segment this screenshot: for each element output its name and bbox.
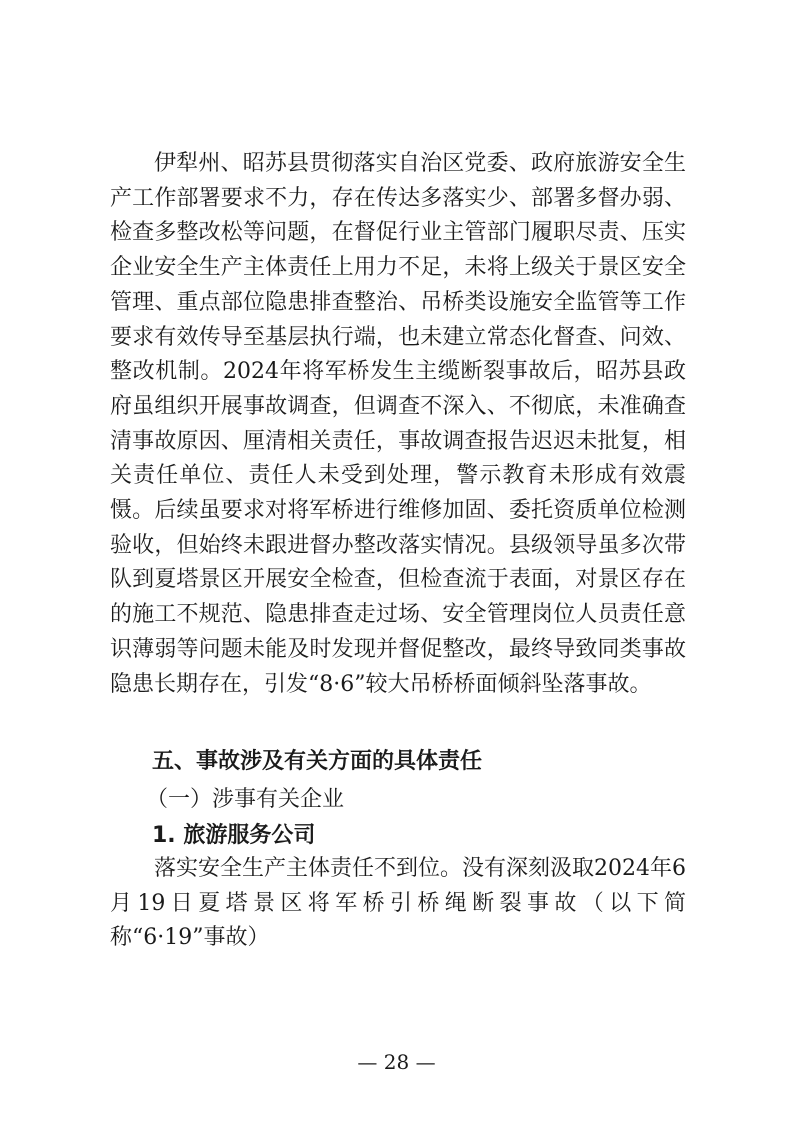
page-number: — 28 — (357, 1050, 436, 1074)
body-paragraph (110, 147, 686, 702)
subsection-heading: （一）涉事有关企业 (146, 787, 345, 812)
paragraph-text: 伊犁州、昭苏县贯彻落实自治区党委、政府旅游安全生产工作部署要求不力，存在传达多落实少、部署多督办弱、检查多整改松等问题，在督促行业主管部门履职尽责、压实企业安全生产主体责任上用力不足，未将上级关于景区安全管理、重点部位隐患排查整治、吊桥类设施安全监管等工作要求有效传导至基层执行端，也未建立常态化督查、问效、整改机制。2024年将军桥发生主缆断裂事故后，昭苏县政府虽组织开展事故调查，但调查不深入、不彻底，未准确查清事故原因、厘清相关责任，事故调查报告迟迟未批复，相关责任单位、责任人未受到处理，警示教育未形成有效震慑。后续虽要求对将军桥进行维修加固、委托资质单位检测验收，但始终未跟进督办整改落实情况。县级领导虽多次带队到夏塔景区开展安全检查，但检查流于表面，对景区存在的施工不规范、隐患排查走过场、安全管理岗位人员责任意识薄弱等问题未能及时发现并督促整改，最终导致同类事故隐患长期存在，引发“8·6”较大吊桥桥面倾斜坠落事故。 (110, 151, 686, 697)
body-paragraph (110, 852, 686, 956)
item-heading: 1. 旅游服务公司 (152, 823, 316, 848)
paragraph-text: 落实安全生产主体责任不到位。没有深刻汲取2024年6月19日夏塔景区将军桥引桥绳断裂事故（以下简称“6·19”事故） (110, 856, 686, 951)
section-heading: 五、事故涉及有关方面的具体责任 (152, 749, 483, 774)
